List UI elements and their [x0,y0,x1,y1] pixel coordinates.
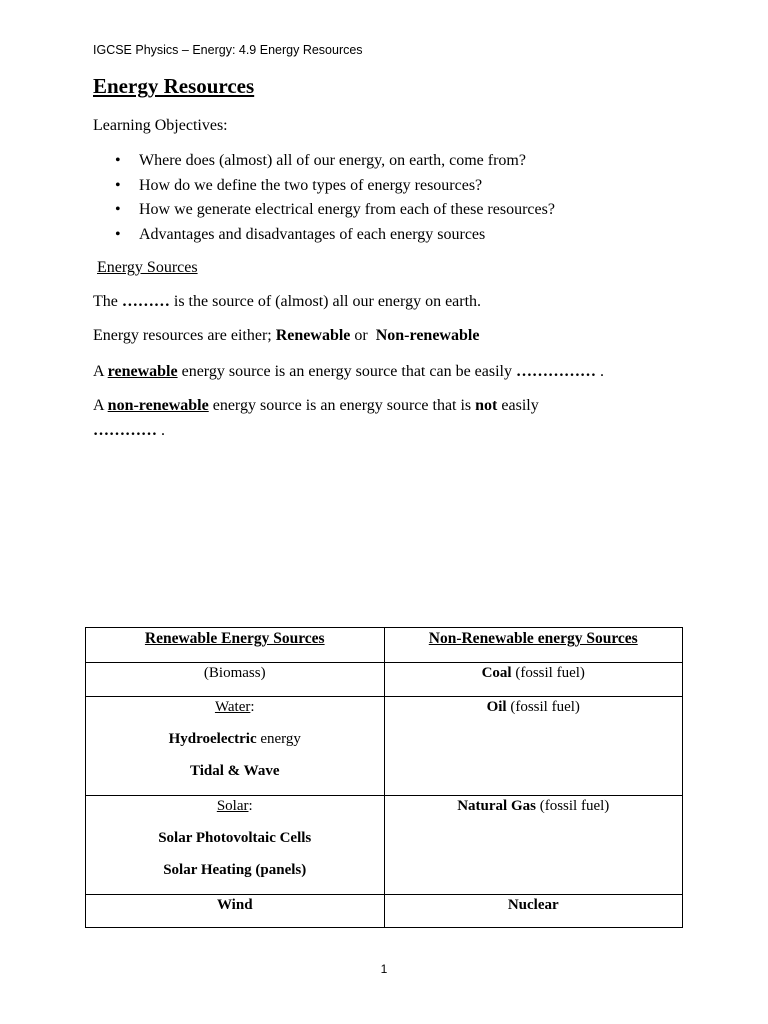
text: . [157,422,165,439]
blank: ………… [93,422,157,439]
bullet-icon: • [115,152,121,169]
source-note: (fossil fuel) [511,665,585,681]
page-number: 1 [380,962,388,976]
cell-text [86,697,384,717]
text: easily [497,397,539,414]
source-name: Hydroelectric [168,731,257,747]
bullet-icon: • [115,201,121,218]
table-row [86,663,683,697]
cell-text [385,697,683,717]
page-title: Energy Resources [93,74,255,98]
table-row [86,895,683,928]
table-cell [86,895,385,928]
objectives-label: Learning Objectives: [93,117,228,134]
term: non-renewable [107,397,209,414]
table-cell [384,697,683,796]
source-name: Solar Photovoltaic Cells [158,830,312,846]
table-cell [86,796,385,895]
page-header: IGCSE Physics – Energy: 4.9 Energy Resources [93,43,363,57]
list-item [93,224,555,249]
sentence-sun [93,293,481,311]
bullet-icon: • [115,225,121,243]
text: A [93,397,108,414]
category-label: Water [214,699,251,715]
text: is the source of (almost) all our energy on earth. [169,293,482,310]
text: . [595,363,604,380]
colon: : [250,699,255,715]
list-item [93,175,555,200]
category-label: Solar [216,798,249,814]
table-cell [384,796,683,895]
source-name: Natural Gas [457,798,536,814]
sentence-renewable [93,363,604,381]
source-name: Oil [486,699,507,715]
source-note: (fossil fuel) [535,798,610,814]
text: A [93,363,108,380]
term-nonrenewable: Non-renewable [375,327,480,344]
text: or [350,327,376,344]
objectives-list [93,150,555,248]
objective-text: How we generate electrical energy from each of these resources? [139,201,555,218]
blank: ……… [121,293,170,310]
blank: …………… [515,363,596,380]
source-name: Solar Heating (panels) [163,862,307,878]
sentence-types [93,327,479,345]
cell-text: (Biomass) [203,665,266,681]
energy-sources-table [85,627,683,928]
objective-text: Advantages and disadvantages of each energy sources [139,225,486,243]
cell-text [385,663,683,683]
ampersand: & [223,763,244,779]
header-text: Non-Renewable energy Sources [428,630,638,647]
cell-text [86,796,384,816]
table-cell [384,895,683,928]
nonrenewable-header [384,628,683,663]
text: energy source is an energy source that can be easily [177,363,516,380]
source-name: Wind [216,897,253,913]
table-cell [86,663,385,697]
source-note: energy [256,731,301,747]
objective-text: Where does (almost) all of our energy, on earth, come from? [139,152,526,169]
list-item [93,150,555,175]
table-row [86,697,683,796]
cell-text [385,796,683,816]
table-cell [86,697,385,796]
text: Energy resources are either; [93,327,276,344]
sentence-nonrenewable-blank [93,422,165,440]
cell-text [86,761,384,781]
colon: : [248,798,253,814]
objective-text: How do we define the two types of energy resources? [139,176,483,194]
renewable-header [86,628,385,663]
term-renewable: Renewable [275,327,351,344]
emphasis-not: not [475,397,498,414]
term: renewable [107,363,178,380]
section-heading: Energy Sources [97,259,198,276]
bullet-icon: • [115,176,121,194]
source-name: Tidal [190,763,224,779]
sentence-nonrenewable [93,397,539,415]
text: energy source is an energy source that is [208,397,476,414]
table-row [86,796,683,895]
list-item [93,199,555,224]
text: The [93,293,122,310]
header-text: Renewable Energy Sources [144,630,325,647]
source-name: Coal [481,665,512,681]
source-name: Wave [243,763,280,779]
table-cell [384,663,683,697]
table-header-row [86,628,683,663]
source-name: Nuclear [507,897,559,913]
cell-text [86,729,384,749]
source-note: (fossil fuel) [506,699,580,715]
